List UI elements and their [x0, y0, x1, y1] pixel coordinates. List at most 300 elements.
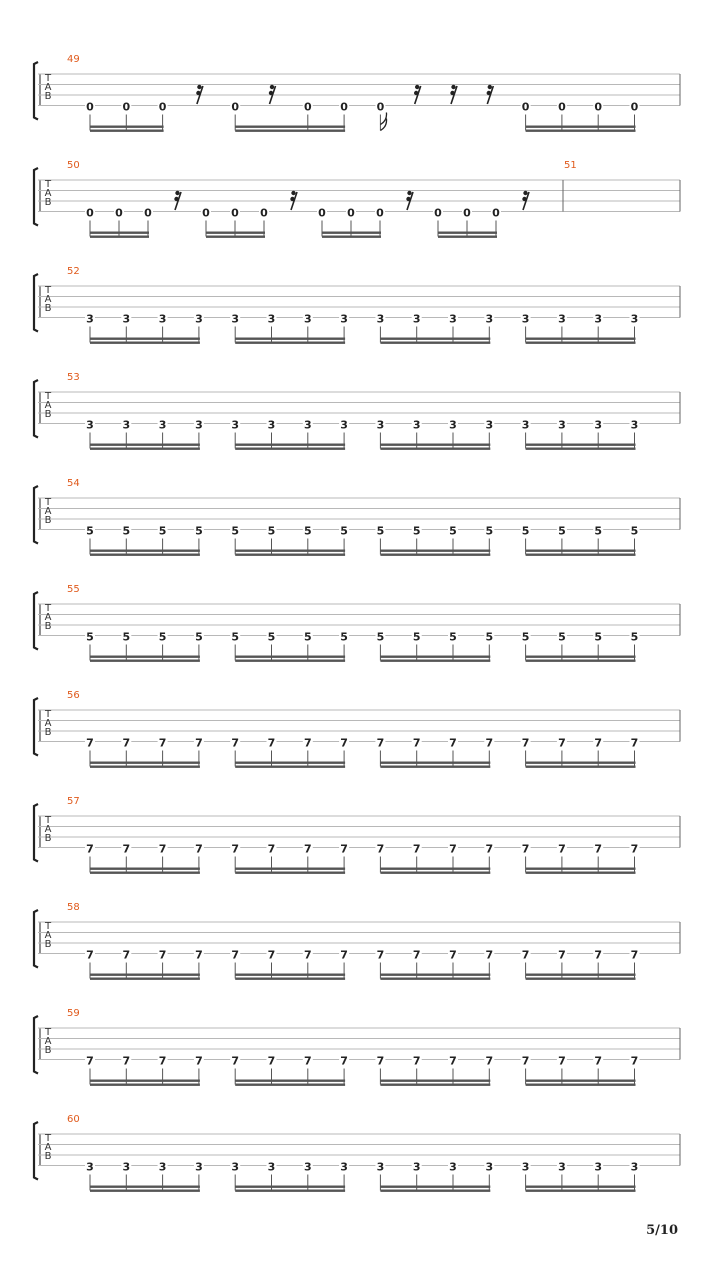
- fret-number: 0: [86, 206, 94, 220]
- fret-number: 3: [303, 312, 312, 326]
- tab-clef-letter: A: [44, 612, 52, 623]
- beam: [526, 444, 636, 446]
- tab-clef-letter: T: [44, 285, 52, 296]
- tab-clef-letter: T: [44, 709, 52, 720]
- fret-number: 7: [86, 948, 94, 962]
- beam: [526, 766, 636, 768]
- fret-number: 0: [434, 206, 442, 220]
- page-number: 5/10: [646, 1223, 678, 1238]
- rest-dot: [414, 91, 418, 95]
- beam: [90, 550, 200, 552]
- fret-number: 0: [463, 206, 471, 220]
- fret-number: 3: [630, 312, 639, 326]
- fret-number: 7: [86, 1054, 94, 1068]
- system-bracket: [34, 804, 38, 862]
- beam: [380, 978, 490, 980]
- fret-number: 0: [144, 206, 152, 220]
- fret-number: 5: [594, 630, 603, 644]
- fret-number: 7: [594, 1054, 603, 1068]
- fret-number: 0: [260, 206, 268, 220]
- fret-number: 0: [376, 206, 384, 220]
- fret-number: 7: [303, 948, 312, 962]
- beam: [235, 868, 345, 870]
- fret-number: 3: [449, 418, 457, 432]
- fret-number: 3: [594, 312, 603, 326]
- measure-number: 50: [67, 160, 80, 171]
- fret-number: 7: [158, 948, 167, 962]
- beam: [526, 126, 636, 128]
- measure-number: 59: [67, 1008, 80, 1019]
- beam: [526, 1190, 636, 1192]
- beam: [526, 1080, 636, 1082]
- rest-dot: [415, 85, 419, 89]
- beam: [380, 766, 490, 768]
- fret-number: 3: [558, 312, 566, 326]
- beam: [380, 660, 490, 662]
- beam: [90, 978, 200, 980]
- fret-number: 7: [231, 842, 240, 856]
- fret-number: 7: [195, 1054, 203, 1068]
- fret-number: 7: [86, 736, 94, 750]
- fret-number: 5: [303, 524, 312, 538]
- fret-number: 7: [449, 736, 457, 750]
- beam: [380, 448, 490, 450]
- rest-dot: [451, 85, 455, 89]
- fret-number: 5: [158, 524, 167, 538]
- fret-number: 5: [158, 630, 167, 644]
- fret-number: 7: [231, 1054, 240, 1068]
- measure-number: 52: [67, 266, 80, 277]
- fret-number: 5: [449, 630, 457, 644]
- beam: [90, 1190, 200, 1192]
- measure-number: 58: [67, 902, 80, 913]
- rest-dot: [270, 85, 274, 89]
- fret-number: 0: [492, 206, 500, 220]
- note-flag: [380, 113, 386, 125]
- tab-clef-letter: A: [44, 188, 52, 199]
- rest-dot: [197, 85, 201, 89]
- fret-number: 3: [122, 418, 131, 432]
- tab-clef-letter: A: [44, 294, 52, 305]
- beam: [526, 762, 636, 764]
- measure-number: 55: [67, 584, 80, 595]
- fret-number: 7: [412, 1054, 421, 1068]
- system-bracket: [34, 1122, 38, 1180]
- fret-number: 5: [376, 524, 385, 538]
- system-bracket: [34, 62, 38, 120]
- measure-number: 56: [67, 690, 80, 701]
- rest-dot: [450, 91, 454, 95]
- fret-number: 7: [449, 1054, 457, 1068]
- tab-clef-letter: B: [44, 303, 52, 314]
- fret-number: 7: [158, 736, 167, 750]
- system-bracket: [34, 168, 38, 226]
- tab-system: [34, 478, 680, 556]
- tab-clef-letter: B: [44, 1045, 52, 1056]
- beam: [438, 236, 497, 238]
- beam: [90, 868, 200, 870]
- fret-number: 7: [521, 842, 530, 856]
- beam: [380, 656, 490, 658]
- fret-number: 3: [122, 1160, 131, 1174]
- fret-number: 3: [376, 312, 385, 326]
- fret-number: 3: [340, 312, 348, 326]
- fret-number: 5: [340, 630, 348, 644]
- beam: [235, 342, 345, 344]
- rest-dot: [269, 91, 273, 95]
- fret-number: 3: [158, 312, 167, 326]
- fret-number: 5: [485, 524, 494, 538]
- tab-clef-letter: T: [44, 921, 52, 932]
- fret-number: 5: [86, 524, 94, 538]
- fret-number: 3: [485, 312, 494, 326]
- fret-number: 7: [485, 736, 494, 750]
- rest-dot: [291, 191, 295, 195]
- beam: [90, 974, 200, 976]
- beam: [380, 550, 490, 552]
- fret-number: 7: [376, 842, 385, 856]
- tab-system: [34, 372, 680, 450]
- tab-clef-letter: A: [44, 1142, 52, 1153]
- tab-clef-letter: A: [44, 824, 52, 835]
- beam: [90, 1186, 200, 1188]
- fret-number: 3: [521, 312, 530, 326]
- fret-number: 0: [115, 206, 123, 220]
- beam: [235, 1080, 345, 1082]
- fret-number: 5: [521, 630, 530, 644]
- fret-number: 7: [630, 736, 639, 750]
- fret-number: 3: [158, 1160, 167, 1174]
- rest-dot: [407, 191, 411, 195]
- fret-number: 7: [122, 736, 131, 750]
- rest-dot: [522, 197, 526, 201]
- beam: [526, 1186, 636, 1188]
- beam: [235, 762, 345, 764]
- tab-clef-letter: B: [44, 515, 52, 526]
- fret-number: 3: [267, 418, 276, 432]
- fret-number: 3: [630, 1160, 639, 1174]
- fret-number: 7: [630, 1054, 639, 1068]
- measure-number: 60: [67, 1114, 80, 1125]
- tab-clef-letter: A: [44, 1036, 52, 1047]
- beam: [90, 126, 164, 128]
- fret-number: 3: [195, 418, 203, 432]
- fret-number: 0: [594, 100, 603, 114]
- fret-number: 0: [202, 206, 210, 220]
- fret-number: 7: [521, 736, 530, 750]
- beam: [526, 448, 636, 450]
- tab-system: [34, 266, 680, 344]
- beam: [90, 1084, 200, 1086]
- tab-system: [34, 584, 680, 662]
- fret-number: 5: [630, 630, 639, 644]
- fret-number: 7: [267, 842, 276, 856]
- system-bracket: [34, 1016, 38, 1074]
- fret-number: 0: [340, 100, 348, 114]
- beam: [380, 974, 490, 976]
- beam: [90, 338, 200, 340]
- fret-number: 3: [594, 1160, 603, 1174]
- fret-number: 7: [449, 948, 457, 962]
- fret-number: 7: [340, 948, 348, 962]
- beam: [235, 444, 345, 446]
- fret-number: 7: [195, 948, 203, 962]
- beam: [235, 126, 345, 128]
- measure-number: 51: [564, 160, 577, 171]
- fret-number: 3: [412, 1160, 421, 1174]
- beam: [206, 236, 265, 238]
- fret-number: 7: [303, 1054, 312, 1068]
- fret-number: 5: [267, 524, 276, 538]
- tab-clef-letter: B: [44, 91, 52, 102]
- beam: [235, 872, 345, 874]
- rest-dot: [290, 197, 294, 201]
- measure-number: 49: [67, 54, 80, 65]
- tab-clef-letter: B: [44, 621, 52, 632]
- fret-number: 5: [340, 524, 348, 538]
- beam: [235, 1084, 345, 1086]
- fret-number: 7: [594, 736, 603, 750]
- fret-number: 0: [303, 100, 312, 114]
- rest-dot: [488, 85, 492, 89]
- fret-number: 7: [195, 842, 203, 856]
- rest-dot: [523, 191, 527, 195]
- beam: [206, 232, 265, 234]
- tab-clef-letter: T: [44, 391, 52, 402]
- rest-dot: [487, 91, 491, 95]
- beam: [235, 554, 345, 556]
- beam: [90, 656, 200, 658]
- fret-number: 3: [558, 418, 566, 432]
- fret-number: 3: [521, 418, 530, 432]
- rest-dot: [406, 197, 410, 201]
- fret-number: 7: [558, 842, 566, 856]
- beam: [90, 872, 200, 874]
- fret-number: 3: [86, 418, 94, 432]
- tab-clef-letter: A: [44, 930, 52, 941]
- fret-number: 5: [122, 630, 131, 644]
- fret-number: 0: [376, 100, 385, 114]
- tab-clef-letter: T: [44, 815, 52, 826]
- fret-number: 7: [412, 948, 421, 962]
- beam: [380, 444, 490, 446]
- fret-number: 3: [267, 312, 276, 326]
- fret-number: 3: [303, 418, 312, 432]
- beam: [235, 978, 345, 980]
- fret-number: 5: [86, 630, 94, 644]
- fret-number: 7: [521, 948, 530, 962]
- beam: [90, 236, 149, 238]
- measure-number: 54: [67, 478, 80, 489]
- tab-clef-letter: A: [44, 506, 52, 517]
- fret-number: 7: [594, 842, 603, 856]
- fret-number: 5: [521, 524, 530, 538]
- beam: [380, 762, 490, 764]
- fret-number: 3: [485, 418, 494, 432]
- beam: [526, 660, 636, 662]
- system-bracket: [34, 380, 38, 438]
- fret-number: 7: [267, 736, 276, 750]
- fret-number: 0: [231, 206, 239, 220]
- fret-number: 5: [449, 524, 457, 538]
- fret-number: 7: [558, 1054, 566, 1068]
- fret-number: 3: [376, 418, 385, 432]
- beam: [526, 338, 636, 340]
- fret-number: 3: [122, 312, 131, 326]
- fret-number: 7: [158, 1054, 167, 1068]
- fret-number: 5: [231, 524, 240, 538]
- fret-number: 3: [558, 1160, 566, 1174]
- beam: [235, 974, 345, 976]
- fret-number: 7: [231, 736, 240, 750]
- beam: [90, 342, 200, 344]
- fret-number: 7: [630, 948, 639, 962]
- beam: [235, 550, 345, 552]
- fret-number: 7: [267, 1054, 276, 1068]
- beam: [526, 342, 636, 344]
- fret-number: 5: [594, 524, 603, 538]
- fret-number: 5: [630, 524, 639, 538]
- tab-clef-letter: B: [44, 197, 52, 208]
- beam: [380, 1186, 490, 1188]
- rest-dot: [175, 191, 179, 195]
- fret-number: 3: [195, 312, 203, 326]
- fret-number: 7: [630, 842, 639, 856]
- beam: [90, 444, 200, 446]
- fret-number: 3: [86, 1160, 94, 1174]
- fret-number: 7: [412, 842, 421, 856]
- beam: [322, 232, 381, 234]
- tab-clef-letter: A: [44, 718, 52, 729]
- tab-clef-letter: T: [44, 179, 52, 190]
- fret-number: 0: [122, 100, 131, 114]
- beam: [380, 1084, 490, 1086]
- beam: [235, 660, 345, 662]
- tab-system: [34, 160, 680, 238]
- rest-dot: [174, 197, 178, 201]
- fret-number: 3: [195, 1160, 203, 1174]
- fret-number: 5: [412, 524, 421, 538]
- fret-number: 0: [318, 206, 326, 220]
- beam: [322, 236, 381, 238]
- fret-number: 0: [231, 100, 240, 114]
- beam: [526, 130, 636, 132]
- beam: [235, 338, 345, 340]
- fret-number: 5: [558, 524, 566, 538]
- fret-number: 7: [485, 1054, 494, 1068]
- tab-clef-letter: T: [44, 497, 52, 508]
- fret-number: 3: [449, 312, 457, 326]
- fret-number: 3: [485, 1160, 494, 1174]
- tab-system: [34, 690, 680, 768]
- beam: [526, 554, 636, 556]
- tab-clef-letter: A: [44, 82, 52, 93]
- beam: [90, 660, 200, 662]
- beam: [526, 550, 636, 552]
- fret-number: 7: [594, 948, 603, 962]
- fret-number: 3: [412, 418, 421, 432]
- tab-clef-letter: B: [44, 409, 52, 420]
- fret-number: 7: [122, 842, 131, 856]
- tab-clef-letter: B: [44, 727, 52, 738]
- fret-number: 7: [376, 736, 385, 750]
- fret-number: 5: [122, 524, 131, 538]
- tab-clef-letter: B: [44, 939, 52, 950]
- beam: [526, 974, 636, 976]
- fret-number: 7: [231, 948, 240, 962]
- beam: [235, 1186, 345, 1188]
- fret-number: 3: [303, 1160, 312, 1174]
- beam: [526, 868, 636, 870]
- beam: [235, 1190, 345, 1192]
- fret-number: 3: [521, 1160, 530, 1174]
- fret-number: 7: [158, 842, 167, 856]
- beam: [90, 130, 164, 132]
- fret-number: 7: [122, 1054, 131, 1068]
- fret-number: 5: [303, 630, 312, 644]
- beam: [526, 978, 636, 980]
- fret-number: 3: [630, 418, 639, 432]
- tab-clef-letter: B: [44, 1151, 52, 1162]
- beam: [235, 656, 345, 658]
- fret-number: 5: [267, 630, 276, 644]
- fret-number: 5: [376, 630, 385, 644]
- fret-number: 5: [195, 524, 203, 538]
- tab-system: [34, 54, 680, 132]
- fret-number: 3: [340, 418, 348, 432]
- fret-number: 7: [340, 842, 348, 856]
- measure-number: 57: [67, 796, 80, 807]
- fret-number: 7: [449, 842, 457, 856]
- beam: [90, 554, 200, 556]
- beam: [526, 872, 636, 874]
- beam: [526, 656, 636, 658]
- beam: [380, 1190, 490, 1192]
- tab-system: [34, 902, 680, 980]
- fret-number: 3: [231, 1160, 240, 1174]
- beam: [90, 448, 200, 450]
- fret-number: 5: [231, 630, 240, 644]
- fret-number: 0: [86, 100, 94, 114]
- fret-number: 7: [412, 736, 421, 750]
- measure-number: 53: [67, 372, 80, 383]
- beam: [90, 766, 200, 768]
- beam: [90, 1080, 200, 1082]
- beam: [380, 1080, 490, 1082]
- tab-clef-letter: T: [44, 1027, 52, 1038]
- beam: [380, 868, 490, 870]
- tab-clef-letter: B: [44, 833, 52, 844]
- beam: [438, 232, 497, 234]
- fret-number: 7: [376, 1054, 385, 1068]
- fret-number: 3: [594, 418, 603, 432]
- fret-number: 7: [340, 736, 348, 750]
- tab-system: [34, 796, 680, 874]
- tab-clef-letter: A: [44, 400, 52, 411]
- beam: [380, 872, 490, 874]
- fret-number: 7: [303, 842, 312, 856]
- beam: [526, 1084, 636, 1086]
- fret-number: 7: [86, 842, 94, 856]
- fret-number: 3: [231, 312, 240, 326]
- fret-number: 7: [267, 948, 276, 962]
- fret-number: 3: [231, 418, 240, 432]
- fret-number: 7: [485, 842, 494, 856]
- system-bracket: [34, 486, 38, 544]
- fret-number: 7: [376, 948, 385, 962]
- fret-number: 0: [558, 100, 566, 114]
- fret-number: 3: [340, 1160, 348, 1174]
